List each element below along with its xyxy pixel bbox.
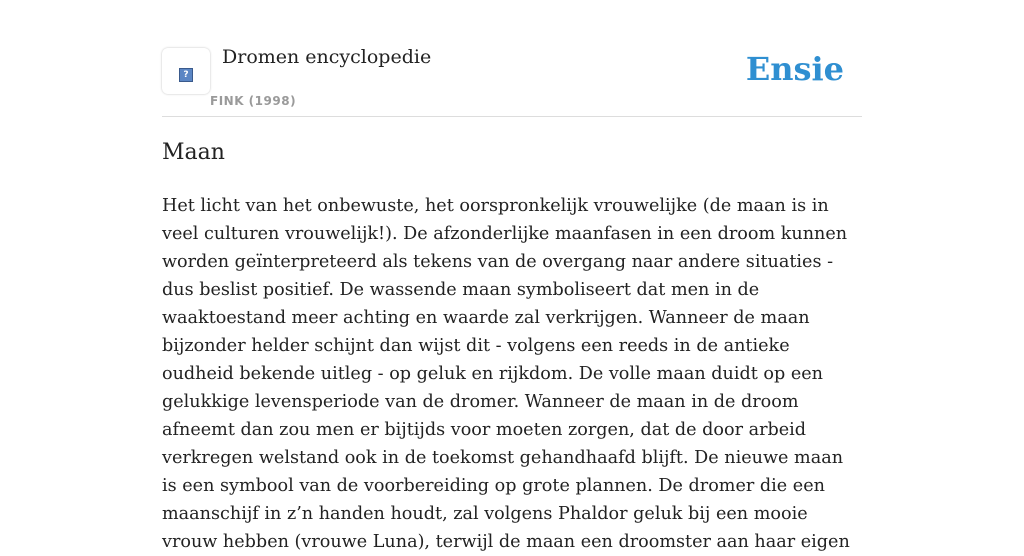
ensie-logo[interactable]: Ensie [745, 50, 844, 88]
source-header [162, 44, 862, 117]
source-author-year: FINK (1998) [210, 94, 297, 108]
entry-body: Het licht van het onbewuste, het oorspronkelijk vrouwelijke (de maan is in veel culturen vrouwelijk!). De afzonderlijke maanfasen in een droom kunnen worden geïnterpreteerd als tekens van de overgang naar andere situaties - dus beslist positief. De wassende maan symboliseert dat men in de waaktoestand meer achting en waarde zal verkrijgen. Wanneer de maan bijzonder helder schijnt dan wijst dit - volgens een reeds in de antieke oudheid bekende uitleg - op geluk en rijkdom. De volle maan duidt op een gelukkige levensperiode van de dromer. Wanneer de maan in de droom afneemt dan zou men er bijtijds voor moeten zorgen, dat de door arbeid verkregen welstand ook in de toekomst gehandhaafd blijft. De nieuwe maan is een symbool van de voorbereiding op grote plannen. De dromer die een maanschijf in z’n handen houdt, zal volgens Phaldor geluk bij een mooie vrouw hebben (vrouwe Luna), terwijl de maan een droomster aan haar eigen [162, 196, 850, 552]
source-title[interactable]: Dromen encyclopedie [222, 46, 432, 68]
entry-title: Maan [162, 140, 225, 165]
question-mark-icon: ? [179, 68, 193, 82]
book-thumbnail[interactable] [162, 48, 210, 94]
